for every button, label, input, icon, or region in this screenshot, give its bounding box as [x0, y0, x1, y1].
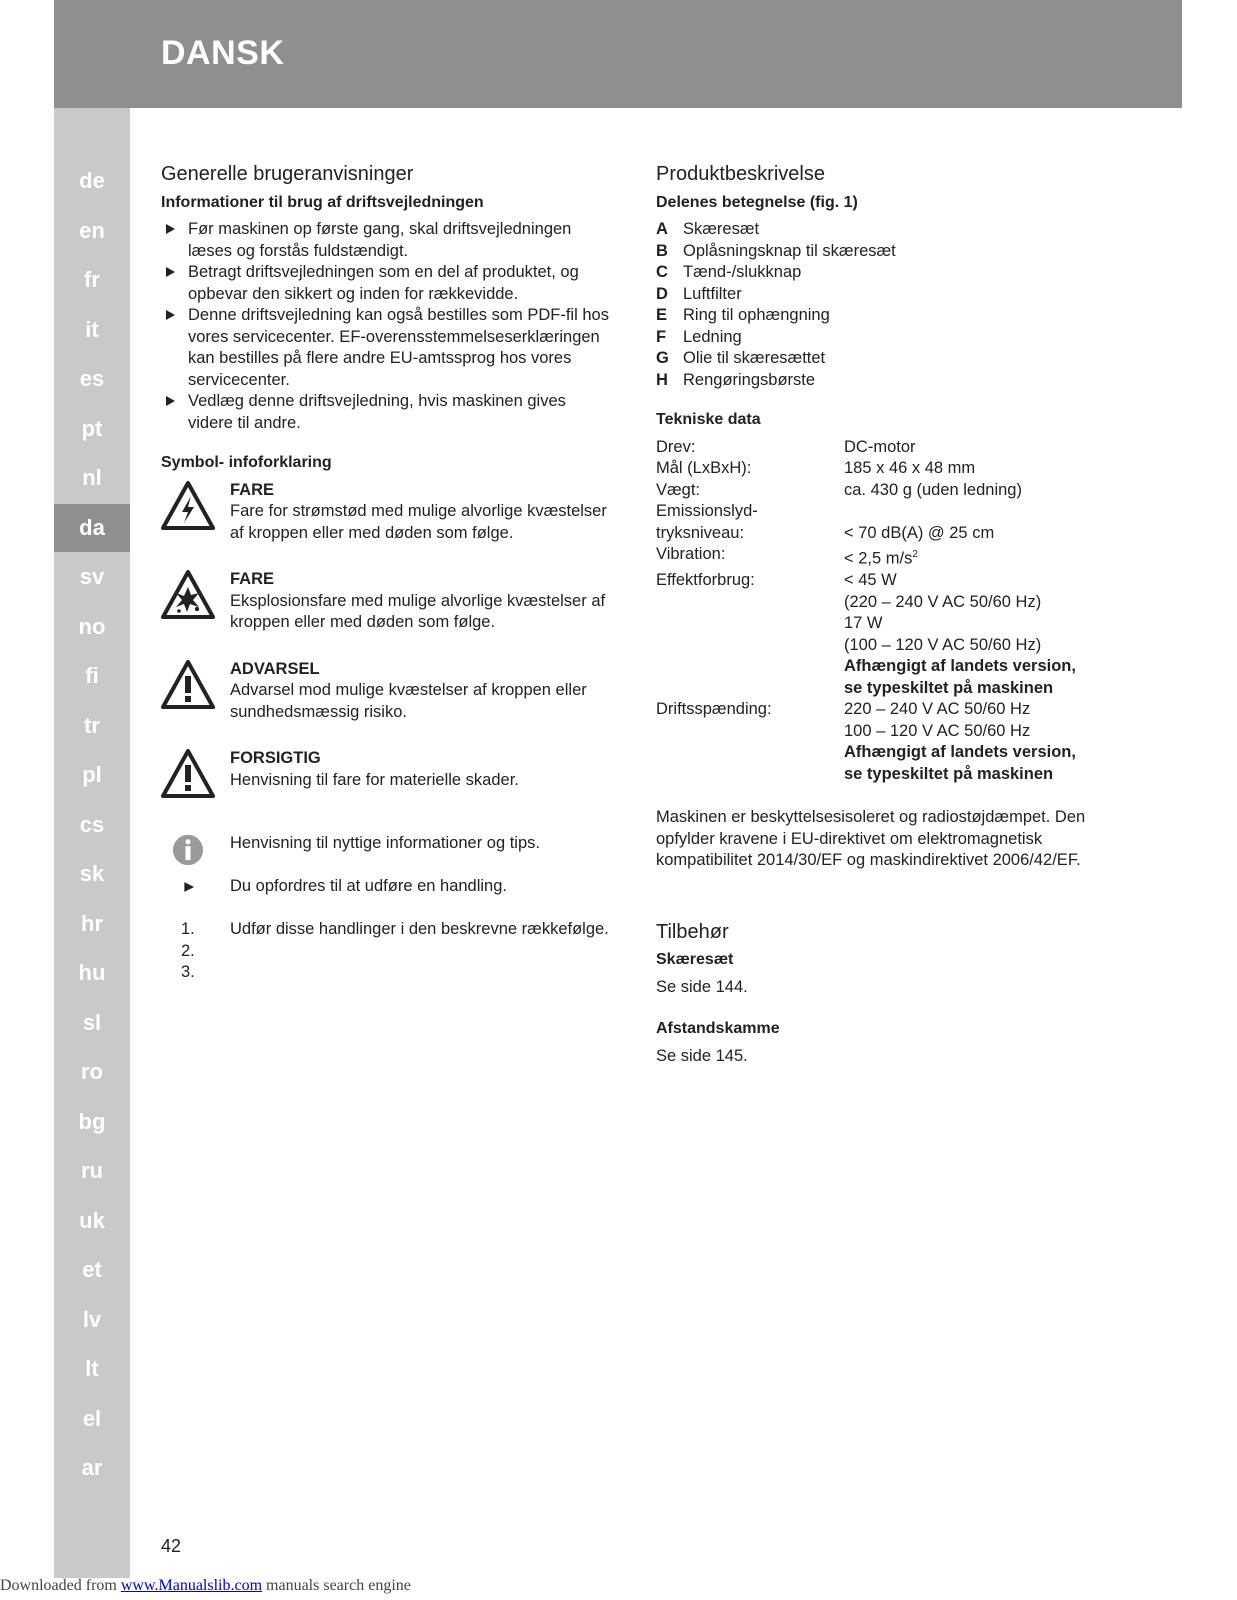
right-column [656, 160, 1116, 1067]
page-title: DANSK [161, 34, 285, 72]
language-tab-et[interactable]: et [82, 1257, 102, 1282]
language-tab-pl[interactable]: pl [82, 762, 102, 787]
tech-note: Afhængigt af landets version, [844, 657, 1076, 675]
page-header [54, 0, 1182, 108]
tech-value: 220 – 240 V AC 50/60 Hz [844, 700, 1031, 718]
tech-key: Vibration: [656, 545, 726, 563]
language-tab-nl[interactable]: nl [82, 465, 102, 490]
language-tab-fi[interactable]: fi [85, 663, 99, 688]
table-row [656, 764, 1116, 786]
language-tab-hu[interactable]: hu [78, 960, 106, 985]
footer-suffix: manuals search engine [262, 1577, 411, 1594]
accessory-text: Se side 144. [656, 977, 748, 996]
part-key: H [656, 370, 668, 389]
language-tab-de[interactable]: de [79, 168, 105, 193]
tech-key: tryksniveau: [656, 523, 745, 542]
manualslib-link[interactable]: www.Manualslib.com [120, 1577, 263, 1594]
symbol-title: FORSIGTIG [230, 749, 321, 767]
list-item [656, 348, 1116, 370]
sub-heading: Skæresæt [656, 951, 734, 968]
symbol-title: ADVARSEL [230, 659, 320, 678]
language-tab-hr[interactable]: hr [81, 910, 103, 936]
caution-warning-icon [161, 748, 215, 800]
language-tab-fr[interactable]: fr [84, 267, 100, 292]
step-number: 3. [181, 963, 195, 981]
tech-key: Drev: [656, 437, 696, 456]
symbol-entry [161, 748, 611, 808]
tech-value: 100 – 120 V AC 50/60 Hz [844, 721, 1031, 740]
table-row [656, 678, 1116, 700]
table-row [656, 437, 1116, 459]
part-key: D [656, 284, 668, 303]
language-tab-cs[interactable]: cs [79, 811, 105, 837]
language-tab-da[interactable]: da [54, 504, 130, 552]
table-row [656, 656, 1116, 678]
symbol-text: Fare for strømstød med mulige alvorlige kvæstelser af kroppen eller med døden som følge. [230, 502, 607, 542]
electric-shock-warning-icon [161, 480, 215, 532]
tech-value: DC-motor [844, 437, 916, 456]
part-label: Ring til ophængning [683, 306, 830, 324]
step-numbers [181, 919, 195, 984]
sub-heading: Tekniske data [656, 411, 761, 428]
part-label: Oplåsningsknap til skæresæt [683, 241, 896, 260]
table-row [656, 613, 1116, 635]
sub-heading: Symbol- infoforklaring [161, 454, 332, 471]
sub-heading: Informationer til brug af driftsvejledningen [161, 193, 484, 211]
numbered-steps [161, 919, 611, 981]
explosion-warning-icon [161, 569, 215, 621]
instruction-list [161, 219, 611, 434]
table-row [656, 592, 1116, 614]
info-icon [171, 833, 205, 867]
step-number: 1. [181, 920, 195, 938]
part-label: Skæresæt [683, 220, 760, 238]
sub-heading: Afstandskamme [656, 1020, 780, 1037]
tech-value: 185 x 46 x 48 mm [844, 459, 976, 477]
language-tab-sl[interactable]: sl [82, 1009, 102, 1035]
table-row [656, 635, 1116, 657]
part-key: G [656, 349, 669, 367]
table-row [656, 480, 1116, 502]
symbol-entry [161, 833, 611, 855]
section-heading: Produktbeskrivelse [656, 163, 825, 185]
part-key: E [656, 306, 668, 324]
symbol-text: Advarsel mod mulige kvæstelser af kroppen eller sundhedsmæssig risiko. [230, 681, 587, 721]
parts-list [656, 219, 1116, 391]
tech-key: Emissionslyd- [656, 502, 758, 520]
symbol-title: FARE [230, 570, 275, 588]
tech-key: Mål (LxBxH): [656, 459, 752, 477]
part-key: B [656, 241, 668, 260]
tech-value: (100 – 120 V AC 50/60 Hz) [844, 635, 1042, 654]
language-tab-el[interactable]: el [82, 1405, 102, 1431]
language-tab-uk[interactable]: uk [79, 1207, 105, 1233]
language-tab-sv[interactable]: sv [79, 564, 105, 589]
language-tab-lt[interactable]: lt [85, 1356, 99, 1381]
part-label: Olie til skæresættet [683, 349, 826, 367]
tech-note: se typeskiltet på maskinen [844, 764, 1054, 783]
tech-value: < 45 W [844, 571, 897, 589]
language-sidebar [54, 108, 130, 1578]
language-tab-sk[interactable]: sk [79, 861, 105, 886]
list-item [656, 284, 1116, 306]
section-heading: Generelle brugeranvisninger [161, 163, 414, 185]
part-key: C [656, 263, 668, 281]
tech-key: Vægt: [656, 480, 701, 499]
left-column [161, 160, 611, 981]
language-tab-bg[interactable]: bg [78, 1108, 106, 1134]
symbol-entry [161, 480, 611, 545]
symbol-entry [161, 876, 611, 898]
sub-heading: Delenes betegnelse (fig. 1) [656, 193, 858, 211]
tech-note: se typeskiltet på maskinen [844, 678, 1054, 697]
footer-prefix: Downloaded from [0, 1577, 121, 1594]
language-tab-en[interactable]: en [79, 217, 105, 243]
table-row [656, 501, 1116, 523]
table-row [656, 544, 1116, 570]
list-item [656, 262, 1116, 284]
part-label: Tænd-/slukknap [683, 263, 802, 281]
part-key: F [656, 327, 667, 346]
part-label: Rengøringsbørste [683, 370, 816, 389]
language-tab-tr[interactable]: tr [84, 712, 100, 738]
table-row [656, 721, 1116, 743]
footer [0, 1577, 411, 1595]
step-number: 2. [181, 941, 195, 960]
part-label: Ledning [683, 327, 742, 346]
language-tab-pt[interactable]: pt [81, 415, 103, 441]
symbol-entry [161, 569, 611, 634]
steps-text: Udfør disse handlinger i den beskrevne rækkefølge. [230, 920, 609, 938]
tech-value: < 2,5 $m/s^2$ [844, 549, 918, 568]
list-item [656, 305, 1116, 327]
language-tab-es[interactable]: es [79, 366, 105, 391]
list-item [656, 219, 1116, 241]
list-item [656, 241, 1116, 263]
language-tab-ru[interactable]: ru [81, 1158, 103, 1183]
symbol-text: Henvisning til nyttige informationer og tips. [230, 834, 540, 852]
table-row [656, 523, 1116, 545]
part-label: Luftfilter [683, 284, 742, 303]
tech-value: 17 W [844, 614, 883, 632]
compliance-text: Maskinen er beskyttelsesisoleret og radiostøjdæmpet. Den opfylder kravene i EU-direktivet om elektromagnetisk kompatibilitet 2014/30/EF og maskindirektivet 2006/42/EF. [656, 808, 1086, 869]
symbol-text: Du opfordres til at udføre en handling. [230, 877, 507, 895]
table-row [656, 699, 1116, 721]
language-tab-lv[interactable]: lv [82, 1306, 102, 1332]
list-item: Vedlæg denne driftsvejledning, hvis maskinen gives videre til andre. [161, 391, 611, 434]
list-item [656, 370, 1116, 392]
tech-data-table [656, 437, 1116, 786]
action-arrow-icon [183, 881, 195, 893]
accessory-text: Se side 145. [656, 1046, 748, 1065]
language-tab-it[interactable]: it [85, 316, 99, 342]
table-row [656, 570, 1116, 592]
table-row [656, 458, 1116, 480]
language-tab-no[interactable]: no [78, 613, 106, 639]
symbol-entry [161, 659, 611, 724]
table-row [656, 742, 1116, 764]
tech-key: Effektforbrug: [656, 571, 755, 589]
page-number: 42 [161, 1536, 182, 1556]
tech-value: < 70 dB(A) @ 25 cm [844, 523, 995, 542]
language-tab-ro[interactable]: ro [81, 1059, 103, 1084]
tech-note: Afhængigt af landets version, [844, 743, 1076, 761]
tech-value: (220 – 240 V AC 50/60 Hz) [844, 592, 1042, 611]
tech-key: Driftsspænding: [656, 700, 772, 718]
section-heading: Tilbehør [656, 920, 729, 943]
tech-value: ca. 430 g (uden ledning) [844, 480, 1022, 499]
list-item: Før maskinen op første gang, skal driftsvejledningen læses og forstås fuldstændigt. [161, 219, 611, 262]
list-item [656, 327, 1116, 349]
symbol-title: FARE [230, 480, 275, 499]
symbol-text: Eksplosionsfare med mulige alvorlige kvæstelser af kroppen eller med døden som følge. [230, 591, 606, 631]
part-key: A [656, 220, 668, 238]
symbol-text: Henvisning til fare for materielle skader. [230, 770, 519, 789]
list-item: Betragt driftsvejledningen som en del af produktet, og opbevar den sikkert og inden for rækkevidde. [161, 262, 611, 305]
list-item: Denne driftsvejledning kan også bestilles som PDF-fil hos vores servicecenter. EF-overensstemmelseserklæringen kan bestilles på flere andre EU-amtssprog hos vores servicecenter. [161, 305, 611, 391]
exclamation-warning-icon [161, 659, 215, 711]
language-tab-ar[interactable]: ar [81, 1455, 103, 1480]
